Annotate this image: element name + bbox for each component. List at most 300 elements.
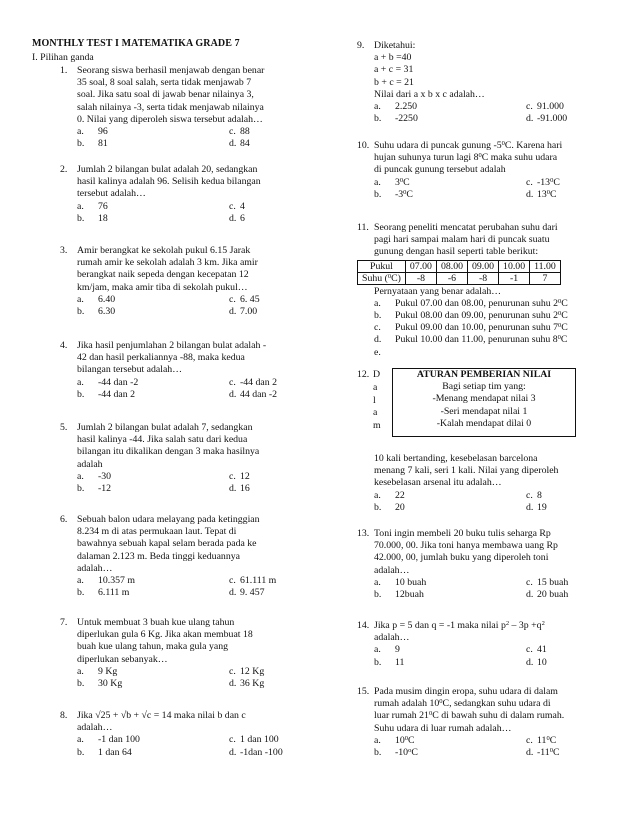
text-run: Pukul 09.00 dan 10.00, penurunan suhu 7 — [395, 322, 558, 334]
question-line: hasil kalinya -44. Jika salah satu dari kedua — [77, 434, 248, 446]
text-run: C — [403, 176, 410, 188]
option-row — [374, 490, 558, 502]
option-key: b. — [77, 483, 85, 494]
option-value: 12buah — [395, 589, 424, 600]
question-number: 11. — [357, 222, 369, 233]
box-line: -Kalah mendapat dilai 0 — [436, 417, 532, 429]
question-line: diperlukan sebanyak… — [77, 653, 168, 665]
option-value: 11 — [395, 656, 405, 668]
option-value — [395, 177, 410, 189]
table-cell: 09.00 — [468, 260, 499, 272]
text-run: hujan suhunya turun lagi 8 — [374, 152, 479, 164]
question-line: Jumlah 2 bilangan bulat adalah 20, sedangkan — [77, 164, 258, 175]
text-run: C di bawah suhu di dalam rumah. — [432, 710, 565, 722]
table-cell — [358, 272, 406, 284]
option-key: d. — [526, 188, 534, 200]
option-row — [374, 177, 562, 189]
side-letter: l — [373, 394, 376, 406]
option-key: c. — [526, 101, 533, 113]
option-row — [77, 665, 265, 678]
question-line: menang 7 kali, seri 1 kali. Nilai yang diperoleh — [374, 465, 559, 477]
option-key: b. — [77, 678, 85, 689]
option-value: 91.000 — [537, 101, 564, 113]
question-body — [77, 617, 265, 690]
option-value: 84 — [240, 138, 250, 150]
question-number: 6. — [60, 514, 68, 525]
option-key: c. — [229, 665, 236, 677]
option-key: b. — [77, 212, 85, 224]
option-value: 10 — [537, 656, 547, 668]
option-key: d. — [229, 138, 237, 150]
option-value — [395, 334, 567, 346]
text-run: luar rumah 21 — [374, 710, 429, 722]
option-value: 6.40 — [98, 293, 116, 305]
option-value: 6 — [240, 212, 245, 224]
option-value: 4 — [240, 200, 245, 212]
question-body — [77, 340, 278, 401]
option-value — [537, 747, 560, 759]
superscript: 2 — [541, 620, 545, 627]
option-key: a. — [77, 200, 84, 212]
option-key: a. — [77, 734, 84, 746]
table-cell: 7 — [530, 272, 561, 284]
option-key: c. — [526, 644, 533, 656]
text-run: C — [561, 322, 568, 334]
box-title: ATURAN PEMBERIAN NILAI — [416, 369, 552, 380]
question-line — [374, 620, 545, 632]
box-line: Bagi setiap tim yang: — [442, 381, 526, 393]
text-run: Jika p = 5 dan q = -1 maka nilai p — [374, 620, 506, 631]
question-number: 5. — [60, 422, 68, 433]
option-row — [77, 575, 277, 587]
question-line: Nilai dari a x b x c adalah… — [374, 88, 485, 100]
superscript: 0 — [404, 734, 409, 742]
option-key: b. — [374, 501, 382, 513]
option-value: -30 — [98, 470, 112, 482]
superscript: 0 — [501, 140, 505, 147]
question-line: pagi hari sampai malam hari di puncak suatu — [374, 234, 550, 246]
text-run: C — [411, 747, 418, 758]
option-value — [395, 322, 568, 334]
option-key: a. — [77, 575, 84, 587]
option-key: b. — [77, 746, 85, 758]
option-key: e. — [374, 346, 381, 358]
question-line: bilangan itu dikalikan dengan 3 maka hasilnya — [77, 446, 260, 458]
option-row — [77, 126, 264, 138]
side-letters — [373, 369, 381, 433]
table-cell: 08.00 — [436, 260, 467, 272]
option-value: 1 dan 100 — [240, 734, 279, 746]
question-body — [77, 245, 258, 318]
option-key: a. — [77, 126, 84, 138]
question-number: 4. — [60, 340, 68, 351]
superscript: 0 — [387, 272, 392, 280]
question-line: soal. Jika satu soal di jawab benar nilainya 3, — [77, 89, 254, 101]
question-line: b + c = 21 — [374, 76, 414, 88]
superscript: 0 — [558, 322, 562, 330]
option-key: b. — [374, 113, 382, 125]
option-key: d. — [229, 483, 237, 494]
option-row — [77, 306, 258, 318]
option-row — [374, 101, 564, 113]
option-key: d. — [229, 306, 237, 317]
option-row — [77, 678, 265, 690]
option-value: 20 — [395, 501, 405, 513]
option-key: a. — [374, 644, 381, 656]
option-key: b. — [77, 306, 85, 317]
option-row — [77, 213, 261, 225]
question-line: buah kue ulang tahun, maka gula yang — [77, 641, 228, 653]
text-run: rumah adalah 10 — [374, 698, 440, 710]
option-value: 41 — [537, 644, 547, 656]
option-value — [395, 189, 413, 201]
question-body — [77, 164, 261, 225]
question-body — [374, 40, 568, 125]
question-line: hasil kalinya adalah 96. Selisih kedua bilangan — [77, 176, 261, 188]
option-key: d. — [526, 747, 534, 758]
option-value: 81 — [98, 138, 108, 150]
question-line: Jika hasil penjumlahan 2 bilangan bulat adalah - — [77, 340, 267, 351]
superscript: 0 — [558, 297, 562, 305]
option-value: 9 Kg — [98, 665, 118, 677]
option-key: d. — [526, 656, 534, 668]
option-key: a. — [374, 734, 381, 746]
superscript: 0 — [403, 188, 407, 196]
option-row — [374, 322, 568, 334]
question-line — [374, 152, 562, 164]
question-line: Sebuah balon udara melayang pada ketinggian — [77, 514, 260, 525]
option-value: 16 — [240, 483, 250, 494]
text-run: Pukul 08.00 dan 09.00, penurunan suhu 2 — [395, 310, 558, 321]
option-value: 96 — [98, 126, 108, 138]
option-value: 61.111 m — [240, 575, 277, 587]
option-value: -44 dan -2 — [98, 376, 139, 388]
option-row — [77, 587, 265, 599]
question-line: gunung dengan hasil seperti table berikut: — [374, 246, 539, 258]
option-key: d. — [526, 113, 534, 125]
option-value: 9 — [395, 644, 400, 656]
question-body — [374, 140, 562, 201]
question-line: a + b =40 — [374, 52, 412, 64]
question-line: tersebut adalah… — [77, 188, 146, 200]
table-row — [358, 272, 561, 284]
text-run: Pukul 07.00 dan 08.00, penurunan suhu 2 — [395, 297, 558, 309]
superscript: 0 — [478, 152, 482, 160]
option-row — [374, 297, 568, 310]
text-run: Suhu ( — [362, 272, 388, 284]
option-row — [374, 189, 562, 201]
option-key: b. — [77, 138, 85, 150]
question-line: adalah… — [77, 722, 113, 734]
question-line: Seorang siswa berhasil menjawab dengan benar — [77, 65, 265, 76]
text-run: – 3p +q — [509, 620, 542, 631]
question-line — [374, 140, 562, 152]
text-run: 3 — [395, 176, 400, 188]
option-row — [374, 747, 564, 759]
question-line: rumah amir ke sekolah adalah 3 km. Jika amir — [77, 257, 258, 269]
option-value: -91.000 — [537, 113, 568, 125]
option-row — [77, 388, 278, 401]
option-value: 7.00 — [240, 306, 258, 317]
option-value: 8 — [537, 489, 542, 501]
table-cell: -8 — [468, 272, 499, 284]
option-key: c. — [229, 376, 236, 388]
text-run: -3 — [395, 188, 404, 200]
table-cell: -8 — [405, 272, 436, 284]
side-letter: a — [373, 407, 378, 419]
option-value: 30 Kg — [98, 678, 123, 689]
option-key: b. — [374, 656, 382, 668]
option-row — [374, 576, 569, 589]
superscript: 2 — [505, 620, 510, 627]
table-cell: 10.00 — [499, 260, 530, 272]
option-key: b. — [77, 388, 85, 400]
box-line: -Menang mendapat nilai 3 — [432, 393, 536, 405]
question-number: 1. — [60, 65, 68, 76]
option-row — [374, 657, 545, 669]
option-key: b. — [77, 587, 85, 599]
option-value: -2250 — [395, 113, 418, 125]
text-run: -11 — [537, 747, 550, 758]
option-key: d. — [229, 678, 237, 689]
text-run: C — [552, 747, 560, 758]
text-run: C, sedangkan suhu udara di — [442, 698, 551, 710]
question-line — [374, 710, 564, 722]
table-cell: 11.00 — [530, 260, 561, 272]
superscript: 0 — [439, 698, 443, 706]
option-value — [537, 189, 557, 201]
table-cell: Pukul — [358, 260, 406, 272]
text-run: Pukul 10.00 dan 11.00, penurunan suhu 8 — [395, 334, 558, 346]
option-row — [374, 644, 545, 656]
option-key: d. — [229, 388, 237, 400]
option-key: d. — [374, 334, 382, 346]
option-key: c. — [374, 322, 381, 334]
option-key: c. — [229, 126, 236, 138]
text-run: C — [561, 297, 568, 309]
option-value: 1 dan 64 — [98, 746, 132, 758]
superscript: 0 — [399, 176, 404, 184]
scoring-rules-box — [392, 368, 576, 437]
question-body — [374, 528, 569, 601]
option-row — [374, 113, 568, 125]
option-value: 6.111 m — [98, 587, 130, 599]
text-run: 11 — [537, 734, 547, 746]
option-value: 6. 45 — [240, 293, 260, 305]
section-heading: I. Pilihan ganda — [32, 52, 94, 63]
option-row — [374, 502, 558, 514]
question-line: adalah… — [77, 562, 113, 574]
text-run: C — [561, 310, 568, 321]
question-line: 35 soal, 8 soal salah, serta tidak menjawab 7 — [77, 77, 252, 89]
text-run: C — [553, 176, 560, 188]
question-number: 3. — [60, 245, 68, 256]
option-value: 44 dan -2 — [240, 388, 278, 400]
option-value — [395, 298, 568, 310]
question-number: 8. — [60, 710, 68, 721]
option-row — [77, 734, 279, 746]
option-key: a. — [374, 489, 381, 501]
question-line: Jika √25 + √b + √c = 14 maka nilai b dan c — [77, 710, 246, 721]
option-key: c. — [229, 293, 236, 305]
option-key: b. — [374, 747, 382, 758]
table-cell: 07.00 — [405, 260, 436, 272]
text-run: C — [550, 188, 557, 200]
option-value: 10.357 m — [98, 575, 136, 587]
option-key: b. — [374, 589, 382, 600]
option-key: d. — [229, 212, 237, 224]
text-run: C) — [391, 272, 401, 284]
question-line: berangkat naik sepeda dengan kecepatan 12 — [77, 269, 249, 281]
option-key: c. — [229, 200, 236, 212]
option-value: 6.30 — [98, 306, 116, 317]
option-value: 22 — [395, 489, 405, 501]
question-line: salah nilainya -3, serta tidak menjawab nilainya — [77, 101, 264, 113]
question-line: a + c = 31 — [374, 64, 414, 76]
option-key: c. — [526, 576, 533, 588]
question-line: km/jam, maka amir tiba di sekolah pukul… — [77, 281, 248, 293]
question-line: kesebelasan arsenal itu adalah… — [374, 477, 502, 489]
question-number: 7. — [60, 617, 68, 628]
option-key: b. — [374, 310, 382, 321]
box-line: -Seri mendapat nilai 1 — [440, 405, 528, 417]
option-value: 20 buah — [537, 589, 569, 600]
option-row — [374, 310, 568, 322]
option-row — [374, 334, 568, 346]
option-row — [77, 138, 264, 150]
text-run: 10 — [395, 734, 405, 746]
option-key: c. — [229, 470, 236, 482]
side-letter: D — [373, 369, 381, 380]
text-run: C maka suhu udara — [481, 152, 558, 164]
option-key: a. — [77, 293, 84, 305]
page-title: MONTHLY TEST I MATEMATIKA GRADE 7 — [32, 38, 240, 49]
text-run: C — [408, 734, 415, 746]
text-run: Suhu udara di puncak gunung -5 — [374, 140, 502, 151]
option-value: 15 buah — [537, 576, 569, 588]
question-line: bawahnya sebuah kapal selam berada pada ke — [77, 538, 257, 550]
question-number: 2. — [60, 164, 68, 175]
option-row — [77, 376, 278, 389]
question-number: 13. — [357, 528, 370, 539]
question-body — [77, 65, 264, 150]
superscript: 0 — [557, 334, 561, 342]
option-value: -1 dan 100 — [98, 734, 140, 746]
option-key: a. — [77, 665, 84, 677]
text-run: C — [549, 734, 557, 746]
option-value: 88 — [240, 126, 250, 138]
question-number: 9. — [357, 40, 365, 51]
table-row — [358, 260, 561, 272]
text-run: -13 — [537, 176, 551, 188]
question-body — [77, 710, 283, 759]
question-line: di puncak gunung tersebut adalah — [374, 164, 506, 176]
question-line: Suhu udara di luar rumah adalah… — [374, 722, 512, 734]
option-key: c. — [526, 489, 533, 501]
option-row — [374, 735, 564, 747]
option-value — [537, 177, 560, 189]
option-value: -44 dan 2 — [98, 388, 136, 400]
question-line: adalah — [77, 458, 103, 470]
side-letter: m — [373, 420, 381, 432]
option-row — [77, 294, 258, 306]
option-row — [374, 589, 569, 601]
superscript: 0 — [546, 188, 551, 196]
option-value: -44 dan 2 — [240, 376, 278, 388]
option-key: a. — [77, 376, 84, 388]
temperature-table — [357, 260, 561, 285]
text-run: C — [560, 334, 568, 346]
question-body — [374, 620, 545, 669]
option-value — [537, 735, 556, 747]
question-line: Pernyataan yang benar adalah… — [374, 285, 502, 297]
option-value — [395, 735, 415, 747]
option-row — [77, 201, 261, 213]
option-key: c. — [526, 734, 533, 746]
option-key: a. — [374, 176, 381, 188]
table-cell: -1 — [499, 272, 530, 284]
option-key: a. — [374, 297, 381, 309]
question-line: 8.234 m di atas permukaan laut. Tepat di — [77, 526, 237, 538]
option-key: c. — [229, 575, 236, 587]
superscript: 0 — [549, 747, 553, 754]
text-run: 13 — [537, 188, 547, 200]
question-number: 14. — [357, 620, 370, 631]
question-line — [374, 698, 564, 710]
question-body — [374, 453, 558, 514]
option-row — [374, 347, 561, 359]
question-body — [77, 422, 259, 495]
option-value: 10 buah — [395, 576, 427, 588]
question-line: diperlukan gula 6 Kg. Jika akan membuat 18 — [77, 629, 253, 641]
option-value: 36 Kg — [240, 678, 265, 689]
option-key: a. — [374, 576, 381, 588]
question-line: adalah… — [374, 564, 410, 576]
option-value: 76 — [98, 200, 108, 212]
question-body — [374, 686, 564, 759]
question-line: Pada musim dingin eropa, suhu udara di dalam — [374, 686, 558, 697]
option-value: 12 Kg — [240, 665, 265, 677]
question-line: 10 kali bertanding, kesebelasan barcelona — [374, 453, 538, 464]
superscript: 0 — [558, 310, 562, 317]
question-line: Toni ingin membeli 20 buku tulis seharga Rp — [374, 528, 551, 539]
option-key: c. — [526, 176, 533, 188]
question-number: 15. — [357, 686, 370, 697]
option-value: 12 — [240, 470, 250, 482]
option-value — [395, 747, 418, 759]
option-row — [77, 746, 283, 759]
superscript: 0 — [428, 710, 433, 718]
question-line: Diketahui: — [374, 40, 416, 51]
table-cell: -6 — [436, 272, 467, 284]
option-value: 18 — [98, 212, 108, 224]
option-key: a. — [77, 470, 84, 482]
side-letter: a — [373, 381, 378, 393]
question-line: adalah… — [374, 632, 410, 644]
option-value: -12 — [98, 483, 112, 494]
option-key: d. — [229, 746, 237, 758]
option-value: 9. 457 — [240, 587, 265, 599]
option-row — [77, 471, 259, 483]
text-run: C — [406, 188, 413, 200]
option-key: a. — [374, 101, 381, 113]
option-key: b. — [374, 188, 382, 200]
question-line: bilangan tersebut adalah… — [77, 364, 183, 376]
option-key: d. — [526, 501, 534, 513]
question-number: 12. — [357, 369, 370, 380]
option-key: c. — [229, 734, 236, 746]
option-value: 2.250 — [395, 101, 418, 113]
